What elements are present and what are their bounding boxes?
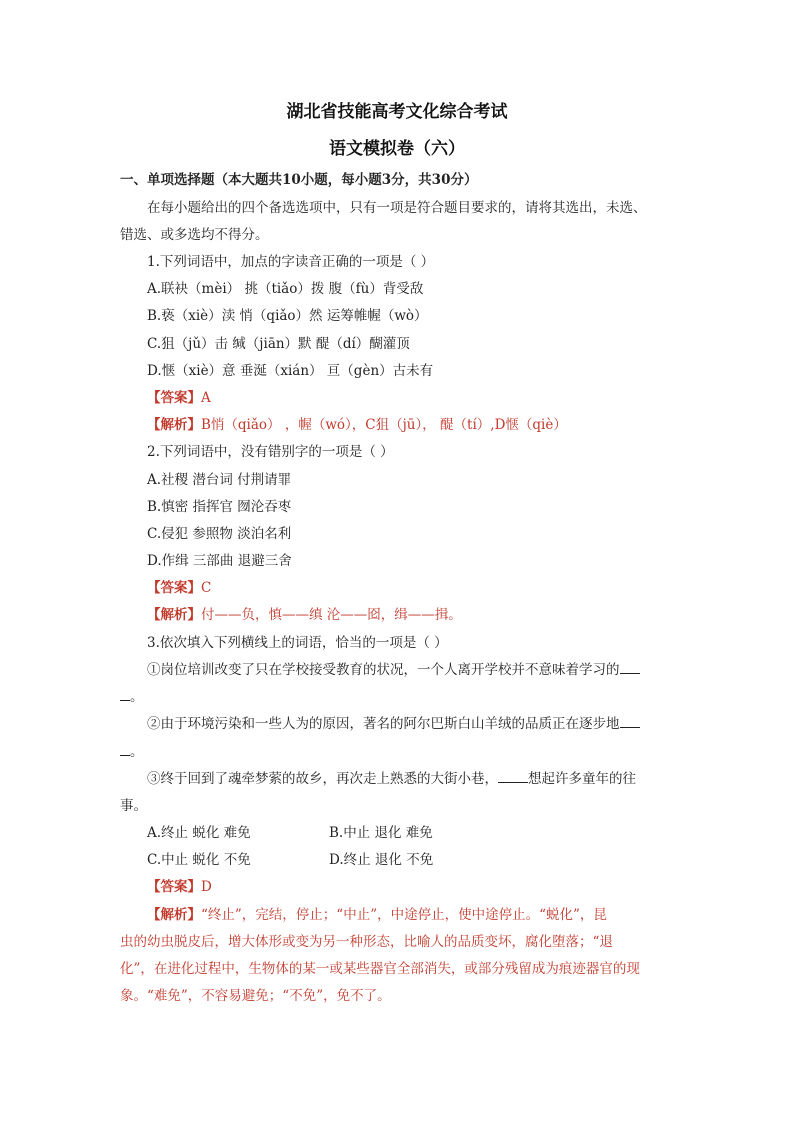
q2-option-c: C.侵犯 参照物 淡泊名利 (147, 526, 292, 542)
q2-analysis-label: 【解析】 (147, 607, 201, 623)
q3-answer-label: 【答案】 (147, 879, 201, 895)
q3-sentence-3-cont: 事。 (120, 798, 147, 814)
q2-option-b: B.慎密 指挥官 囫沦吞枣 (147, 499, 292, 515)
q3-analysis (147, 906, 707, 924)
exam-subtitle: 语文模拟卷（六） (329, 139, 465, 159)
q3-sentence-1-text: ①岗位培训改变了只在学校接受教育的状况，一个人离开学校并不意味着学习的 (147, 662, 620, 678)
q3-stem: 3.依次填入下列横线上的词语，恰当的一项是（ ） (147, 635, 448, 651)
instruction-line-2: 错选、或多选均不得分。 (120, 227, 269, 243)
q3-option-a: A.终止 蜕化 难免 (147, 825, 251, 841)
q2-stem: 2.下列词语中，没有错别字的一项是（ ） (147, 444, 394, 460)
q3-option-b: B.中止 退化 难免 (329, 825, 433, 841)
q2-option-d: D.作缉 三部曲 退避三舍 (147, 553, 292, 569)
q2-analysis-text: 付——负，慎——缜 沦——囵，缉——揖。 (201, 607, 462, 623)
q1-analysis-label: 【解析】 (147, 417, 201, 433)
q3-sentence-2-cont (120, 743, 680, 761)
q1-answer (147, 389, 707, 407)
q1-analysis (147, 416, 707, 434)
q2-answer-label: 【答案】 (147, 580, 201, 596)
q3-sentence-3-text-b: 想起许多童年的往 (528, 771, 636, 787)
q3-sentence-3-text: ③终于回到了魂牵梦萦的故乡，再次走上熟悉的大街小巷， (147, 771, 498, 787)
q1-stem: 1.下列词语中，加点的字读音正确的一项是（ ） (147, 254, 435, 270)
exam-title: 湖北省技能高考文化综合考试 (286, 102, 508, 122)
q2-answer-value: C (201, 580, 212, 596)
q3-sentence-2 (147, 715, 707, 733)
q1-analysis-text: B悄（qiǎo） ，幄（wó），C狙（jū）， 醍（tí）,D惬（qiè） (201, 417, 567, 433)
q3-sentence-1-cont (120, 688, 680, 706)
section-heading: 一、单项选择题（本大题共10小题，每小题3分，共30分） (120, 172, 478, 188)
instruction-line-1: 在每小题给出的四个备选选项中，只有一项是符合题目要求的，请将其选出，未选、 (147, 200, 647, 216)
q3-sentence-1-end: 。 (130, 689, 144, 705)
q3-options-row-2 (147, 851, 707, 869)
q3-analysis-line-2: 虫的幼虫脱皮后，增大体形或变为另一种形态，比喻人的品质变坏，腐化堕落；“退 (120, 934, 613, 950)
q3-blank-1a (620, 661, 640, 674)
q3-analysis-line-3: 化”，在进化过程中，生物体的某一或某些器官全部消失，或部分残留成为痕迹器官的现 (120, 961, 640, 977)
q3-sentence-2-end: 。 (130, 744, 144, 760)
q3-option-c: C.中止 蜕化 不免 (147, 852, 251, 868)
q2-option-a: A.社稷 潜台词 付荆请罪 (147, 472, 292, 488)
q3-analysis-line-4: 象。“难免”，不容易避免；“不免”，免不了。 (120, 988, 391, 1004)
q1-option-c: C.狙（jǔ）击 缄（jiān）默 醍（dí）醐灌顶 (147, 336, 410, 352)
q3-blank-3 (498, 770, 528, 783)
q1-answer-label: 【答案】 (147, 390, 201, 406)
q3-sentence-1 (147, 661, 707, 679)
q3-analysis-label: 【解析】 (147, 907, 201, 923)
q1-option-b: B.亵（xiè）渎 悄（qiǎo）然 运筹帷幄（wò） (147, 308, 428, 324)
q3-answer (147, 878, 707, 896)
q3-option-d: D.终止 退化 不免 (329, 852, 434, 868)
q3-blank-2b (120, 743, 130, 756)
q2-analysis (147, 606, 707, 624)
q3-sentence-3 (147, 770, 707, 788)
q3-options-row-1 (147, 824, 707, 842)
q1-option-a: A.联袂（mèi） 挑（tiǎo）拨 腹（fù）背受敌 (147, 281, 424, 297)
q3-sentence-2-text: ②由于环境污染和一些人为的原因，著名的阿尔巴斯白山羊绒的品质正在逐步地 (147, 716, 620, 732)
q3-blank-2a (620, 715, 640, 728)
q3-answer-value: D (201, 879, 212, 895)
q1-answer-value: A (201, 390, 211, 406)
q3-analysis-text-1: “终止”，完结，停止；“中止”，中途停止，使中途停止。“蜕化”，昆 (201, 907, 607, 923)
q3-blank-1b (120, 688, 130, 701)
q1-option-d: D.惬（xiè）意 垂涎（xián） 亘（gèn）古未有 (147, 363, 434, 379)
q2-answer (147, 579, 707, 597)
